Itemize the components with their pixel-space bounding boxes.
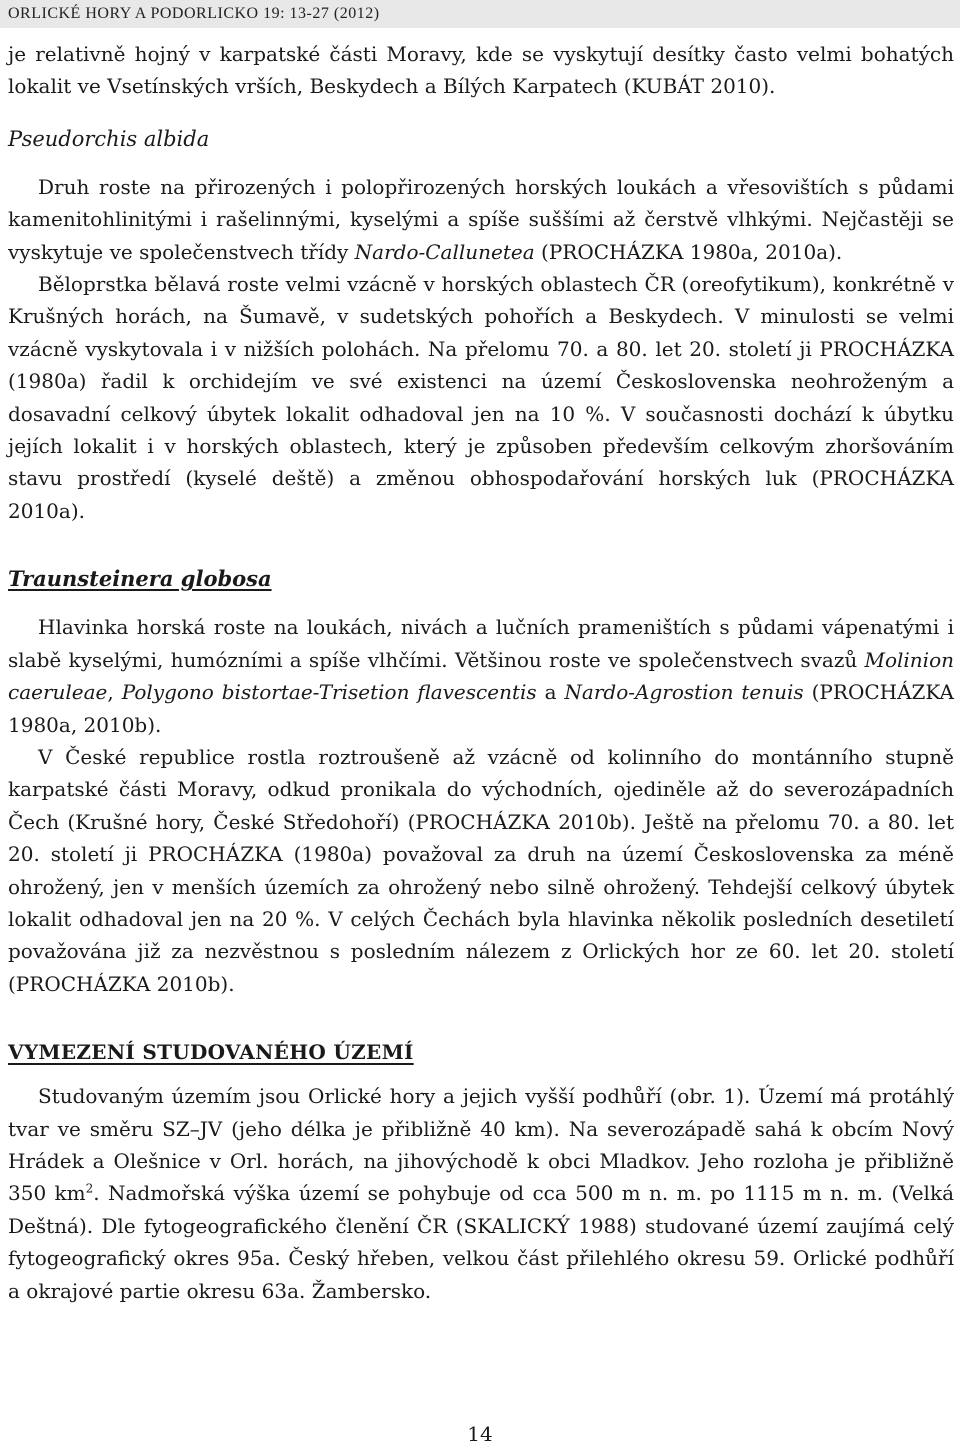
taxon-name: Nardo-Agrostion tenuis [564,680,804,705]
text-run: , [107,680,122,705]
text-run: Druh roste na přirozených i polopřirozených horských loukách a vřesovištích s půdami kamenitohlinitými i rašelinnými, kyselými a spíše suššími až čerstvě vlhkými. Nejčastěji se vyskytuje ve společenstvech třídy [8,174,954,264]
intro-paragraph: je relativně hojný v karpatské části Moravy, kde se vyskytují desítky často velmi bohatých lokalit ve Vsetínských vrších, Beskydech a Bílých Karpatech (KUBÁT 2010). [8,42,954,99]
text-run: Hlavinka horská roste na loukách, nivách a lučních prameništích s půdami vápenatými i slabě kyselými, humózními a spíše vlhčími. Většinou roste ve společenstvech svazů [8,615,954,672]
taxon-name: Nardo-Callunetea [354,239,535,264]
species-heading-traunsteinera: Traunsteinera globosa [8,566,272,592]
taxon-name: Polygono bistortae-Trisetion flavescentis [121,680,537,705]
text-run: a [536,680,565,705]
text-run: . Nadmořská výška území se pohybuje od cca 500 m n. m. po 1115 m n. m. (Velká Deštná). Dle fytogeografického členění ČR (SKALICKÝ 1988) studované území zaujímá celý fytogeografický okres 95a. Český hřeben, velkou část přilehlého okresu 59. Orlické podhůří a okrajové partie okresu 63a. Žambersko. [8,1181,954,1303]
study-area-paragraph [8,1080,954,1307]
text-run: (PROCHÁZKA 1980a, 2010b). [8,680,954,737]
pseudorchis-habitat-paragraph [8,171,954,268]
page-number: 14 [467,1422,493,1446]
text-run: (PROCHÁZKA 1980a, 2010a). [534,239,843,264]
pseudorchis-distribution-paragraph: Běloprstka bělavá roste velmi vzácně v horských oblastech ČR (oreofytikum), konkrétně v Krušných horách, na Šumavě, v sudetských pohořích a Beskydech. V minulosti se velmi vzácně vyskytovala i v nižších polohách. Na přelomu 70. a 80. let 20. století ji PROCHÁZKA (1980a) řadil k orchidejím ve své existenci na území Československa neohroženým a dosavadní celkový úbytek lokalit odhadoval jen na 10 %. V současnosti dochází k úbytku jejích lokalit i v horských oblastech, který je způsoben především celkovým zhoršováním stavu prostředí (kyselé deště) a změnou obhospodařování horských luk (PROCHÁZKA 2010a). [8,272,954,523]
text-run: Studovaným územím jsou Orlické hory a jejich vyšší podhůří (obr. 1). Území má protáhlý tvar ve směru SZ–JV (jeho délka je přibližně 40 km). Na severozápadě sahá k obcím Nový Hrádek a Olešnice v Orl. horách, na jihovýchodě k obci Mladkov. Jeho rozloha je přibližně 350 km [8,1084,954,1206]
section-heading-study-area: VYMEZENÍ STUDOVANÉHO ÚZEMÍ [8,1040,414,1065]
running-header: ORLICKÉ HORY A PODORLICKO 19: 13-27 (2012) [0,0,960,28]
taxon-name: Molinion caeruleae [8,647,954,705]
page-body [8,38,954,1307]
superscript: 2 [85,1181,94,1196]
species-heading-pseudorchis: Pseudorchis albida [8,126,210,151]
traunsteinera-distribution-paragraph: V České republice rostla roztroušeně až vzácně od kolinního do montánního stupně karpatské části Moravy, odkud pronikala do východních, ojediněle až do severozápadních Čech (Krušné hory, České Středohoří) (PROCHÁZKA 2010b). Ještě na přelomu 70. a 80. let 20. století ji PROCHÁZKA (1980a) považoval za druh na území Československa za méně ohrožený, jen v menších územích za ohrožený nebo silně ohrožený. Tehdejší celkový úbytek lokalit odhadoval jen na 20 %. V celých Čechách byla hlavinka několik posledních desetiletí považována již za nezvěstnou s posledním nálezem z Orlických hor ze 60. let 20. století (PROCHÁZKA 2010b). [8,744,954,996]
traunsteinera-habitat-paragraph [8,611,954,741]
